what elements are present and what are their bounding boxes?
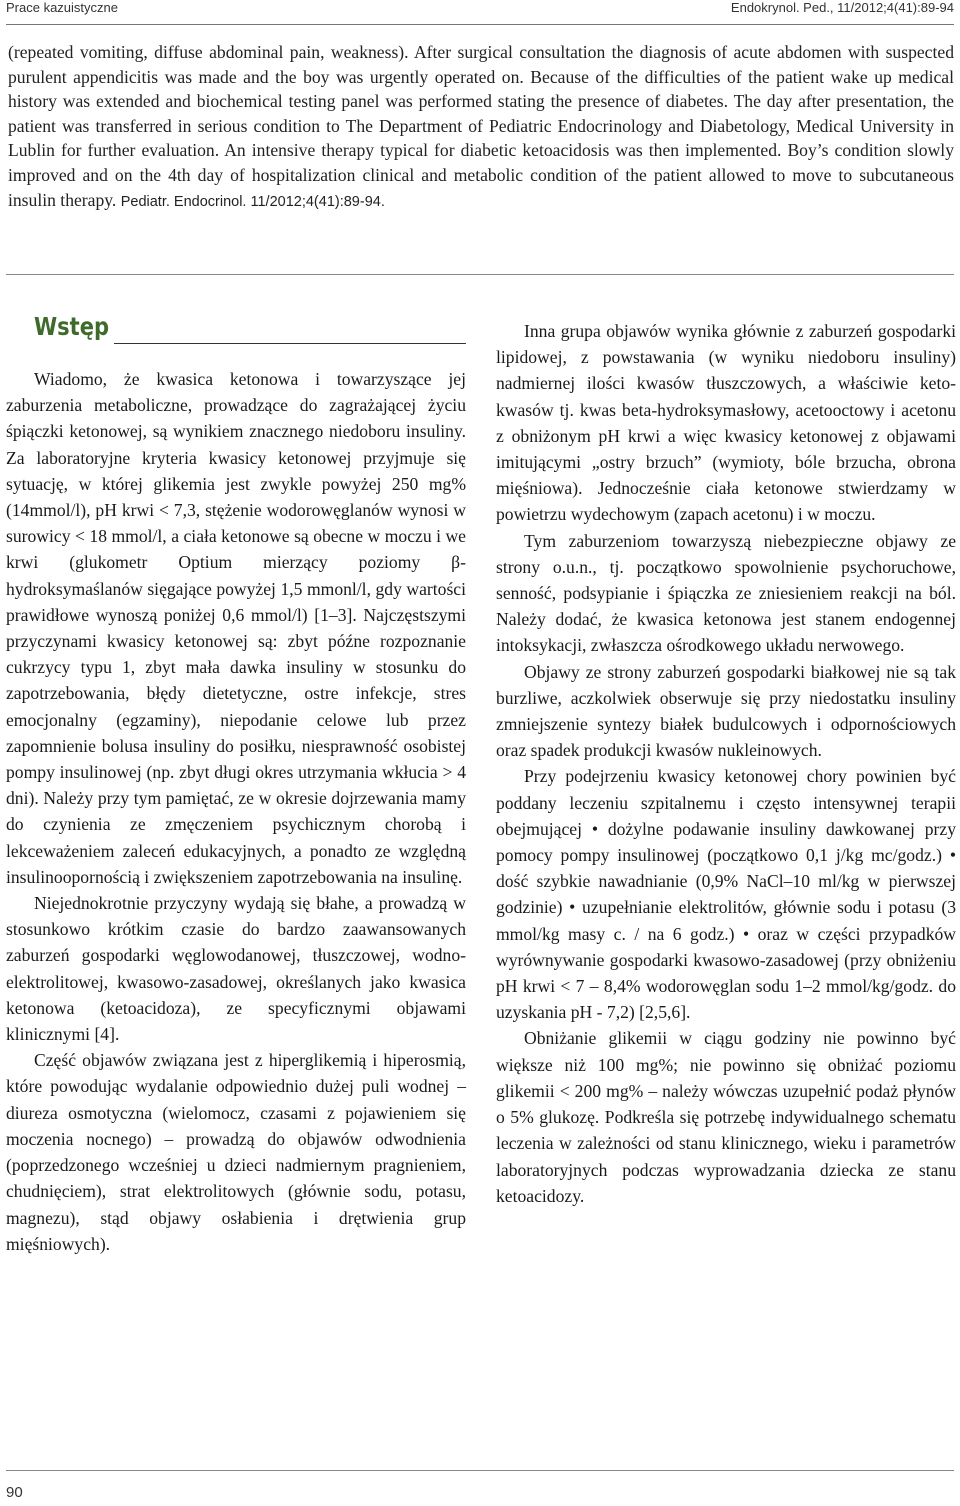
section-label: Prace kazuistyczne (6, 0, 118, 15)
header-divider (6, 24, 954, 25)
paragraph: Inna grupa objawów wynika głównie z zaburzeń gospodarki lipidowej, z powstawania (w wyniku niedoboru insuliny) nadmiernej ilości kwasów tłuszczowych, a właściwie keto- kwasów tj. kwas beta-hydroksymasłowy, acetooctowy i acetonu z obniżonym pH krwi a więc kwasicy ketonowej z objawami imitującymi „ostry brzuch” (wymioty, bóle brzucha, obrona mięśniowa). Jednocześnie ciała ketonowe stwierdzamy w powietrzu wydechowym (zapach acetonu) i w moczu. (496, 321, 956, 525)
section-title: Wstęp (34, 312, 109, 341)
journal-citation: Endokrynol. Ped., 11/2012;4(41):89-94 (730, 0, 954, 15)
abstract-citation: Pediatr. Endocrinol. 11/2012;4(41):89-94. (120, 193, 385, 210)
paragraph: Niejednokrotnie przyczyny wydają się błahe, a prowadzą w stosunkowo krótkim czasie do bardzo zaawansowanych zaburzeń gospodarki węglowodanowej, tłuszczowej, wodno-elektrolitowej, kwasowo-zasadowej, określanych jako kwasica ketonowa (ketoacidoza), ze specyficznymi objawami klinicznymi [4]. (6, 893, 466, 1045)
footer-divider (6, 1470, 954, 1471)
right-column (496, 318, 956, 1209)
abstract-text: (repeated vomiting, diffuse abdominal pain, weakness). After surgical consultation the diagnosis of acute abdomen with suspected purulent appendicitis was made and the boy was urgently operated on. Because of the difficulties of the patient wake up medical history was extended and biochemical testing panel was performed stating the presence of diabetes. The day after presentation, the patient was transferred in serious condition to The Department of Pediatric Endocrinology and Diabetology, Medical University in Lublin for further evaluation. An intensive therapy typical for diabetic ketoacidosis was then implemented. Boy’s condition slowly improved and on the 4th day of hospitalization clinical and metabolic condition of the patient allowed to move to subcutaneous insulin therapy. (8, 42, 954, 210)
paragraph: Obniżanie glikemii w ciągu godziny nie powinno być większe niż 100 mg%; nie powinno się obniżać poziomu glikemii < 200 mg% – należy wówczas uzupełnić podaż płynów o 5% glukozę. Podkreśla się potrzebę indywidualnego schematu leczenia w zależności od stanu klinicznego, wieku i parametrów laboratoryjnych podczas wyprowadzania dziecka ze stanu ketoacidozy. (496, 1028, 956, 1206)
paragraph: Przy podejrzeniu kwasicy ketonowej chory powinien być poddany leczeniu szpitalnemu i często intensywnej terapii obejmującej • dożylne podawanie insuliny dawkowanej przy pomocy pompy insulinowej (początkowo 0,1 j/kg mc/godz.) • dość szybkie nawadnianie (0,9% NaCl–10 ml/kg w pierwszej godzinie) • uzupełnianie elektrolitów, głównie sodu i potasu (3 mmol/kg masy c. / na 6 godz.) • oraz w części przypadków wyrównywanie gospodarki kwasowo-zasadowej (przy obniżeniu pH krwi < 7 – 8,4% wodorowęglan sodu 1–2 mmol/kg/godz. do uzyskania pH - 7,2) [2,5,6]. (496, 766, 956, 1023)
section-heading (6, 314, 466, 358)
heading-underline (114, 343, 466, 344)
left-column (6, 314, 466, 1257)
running-header (0, 0, 960, 22)
paragraph: Tym zaburzeniom towarzyszą niebezpieczne objawy ze strony o.u.n., tj. początkowo spowolnienie psychoruchowe, senność, podsypianie i śpiączka ze zniesieniem reakcji na ból. Należy dodać, że kwasica ketonowa jest stanem endogennej intoksykacji, zwłaszcza ośrodkowego układu nerwowego. (496, 530, 956, 656)
paragraph: Objawy ze strony zaburzeń gospodarki białkowej nie są tak burzliwe, aczkolwiek obserwuje się przy niedostatku insuliny zmniejszenie syntezy białek budulcowych i odpornościowych oraz spadek produkcji kwasów nukleinowych. (496, 661, 956, 761)
abstract-divider (6, 274, 954, 275)
english-abstract (8, 40, 954, 214)
paragraph: Wiadomo, że kwasica ketonowa i towarzyszące jej zaburzenia metaboliczne, prowadzące do zagrażającej życiu śpiączki ketonowej, są wynikiem znacznego niedoboru insuliny. Za laboratoryjne kryteria kwasicy ketonowej przyjmuje się sytuację, w której glikemia jest zwykle powyżej 250 mg% (14mmol/l), pH krwi < 7,3, stężenie wodorowęglanów wynosi w surowicy < 18 mmol/l, a ciała ketonowe są obecne w moczu i we krwi (glukometr Optium mierzący poziomy β-hydroksymaślanów sięgające powyżej 1,5 mmonl/l, gdy wartości prawidłowe wynoszą poniżej 0,6 mmol/l) [1–3]. Najczęstszymi przyczynami kwasicy ketonowej są: zbyt późne rozpoznanie cukrzycy typu 1, zbyt mała dawka insuliny w stosunku do zapotrzebowania, błędy dietetyczne, ostre infekcje, stres emocjonalny (egzaminy), niepodanie celowe lub przez zapomnienie bolusa insuliny do posiłku, niesprawność osobistej pompy insulinowej (np. zbyt długi okres utrzymania wkłucia > 4 dni). Należy przy tym pamiętać, ze w okresie dojrzewania mamy do czynienia ze zmęczeniem psychicznym chorobą i lekceważeniem zaleceń edukacyjnych, a ponadto ze względną insulinoopornością i zwiększeniem zapotrzebowania na insulinę. (6, 369, 466, 887)
paragraph: Część objawów związana jest z hiperglikemią i hiperosmią, które powodując wydalanie odpowiednio dużej puli wodnej – diureza osmotyczna (wielomocz, czasami z pojawieniem się moczenia nocnego) – prowadzą do objawów odwodnienia (poprzedzonego wcześniej u dzieci nadmiernym pragnieniem, chudnięciem), strat elektrolitowych (głównie sodu, potasu, magnezu), stąd objawy osłabienia i drętwienia grup mięśniowych). (6, 1050, 466, 1254)
page-footer (0, 1470, 960, 1506)
page-number: 90 (6, 1484, 23, 1501)
